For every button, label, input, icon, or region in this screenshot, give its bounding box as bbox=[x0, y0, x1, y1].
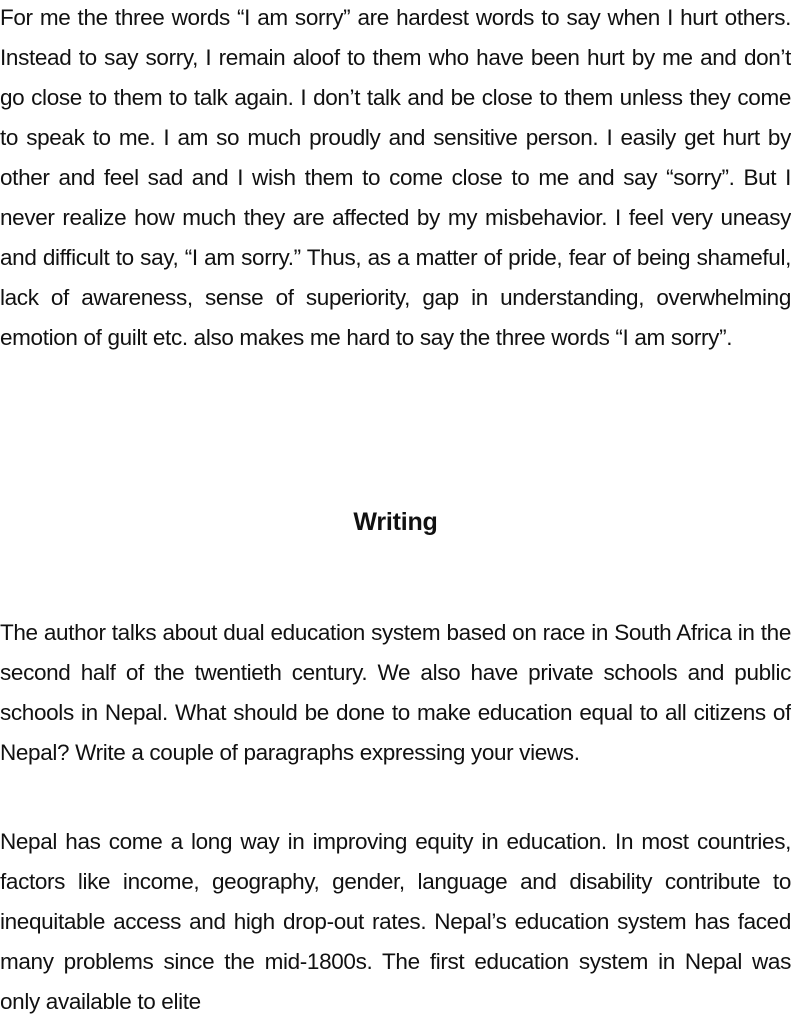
nepal-education-paragraph: Nepal has come a long way in improving equity in education. In most countries, factors like income, geography, gender, language and disability contribute to inequitable access and high drop-out rates. Nepal’s education system has faced many problems since the mid-1800s. The first education system in Nepal was only available to elite bbox=[0, 829, 791, 1014]
writing-prompt-paragraph: The author talks about dual education system based on race in South Africa in the second half of the twentieth century. We also have private schools and public schools in Nepal. What should be done to make education equal to all citizens of Nepal? Write a couple of paragraphs expressing your views. bbox=[0, 620, 791, 765]
apology-paragraph: For me the three words “I am sorry” are hardest words to say when I hurt others. Instead to say sorry, I remain aloof to them who have been hurt by me and don’t go close to them to talk again. I don’t talk and be close to them unless they come to speak to me. I am so much proudly and sensitive person. I easily get hurt by other and feel sad and I wish them to come close to me and say “sorry”. But I never realize how much they are affected by my misbehavior. I feel very uneasy and difficult to say, “I am sorry.” Thus, as a matter of pride, fear of being shameful, lack of awareness, sense of superiority, gap in understanding, overwhelming emotion of guilt etc. also makes me hard to say the three words “I am sorry”. bbox=[0, 5, 791, 350]
section-heading: Writing bbox=[353, 508, 438, 536]
